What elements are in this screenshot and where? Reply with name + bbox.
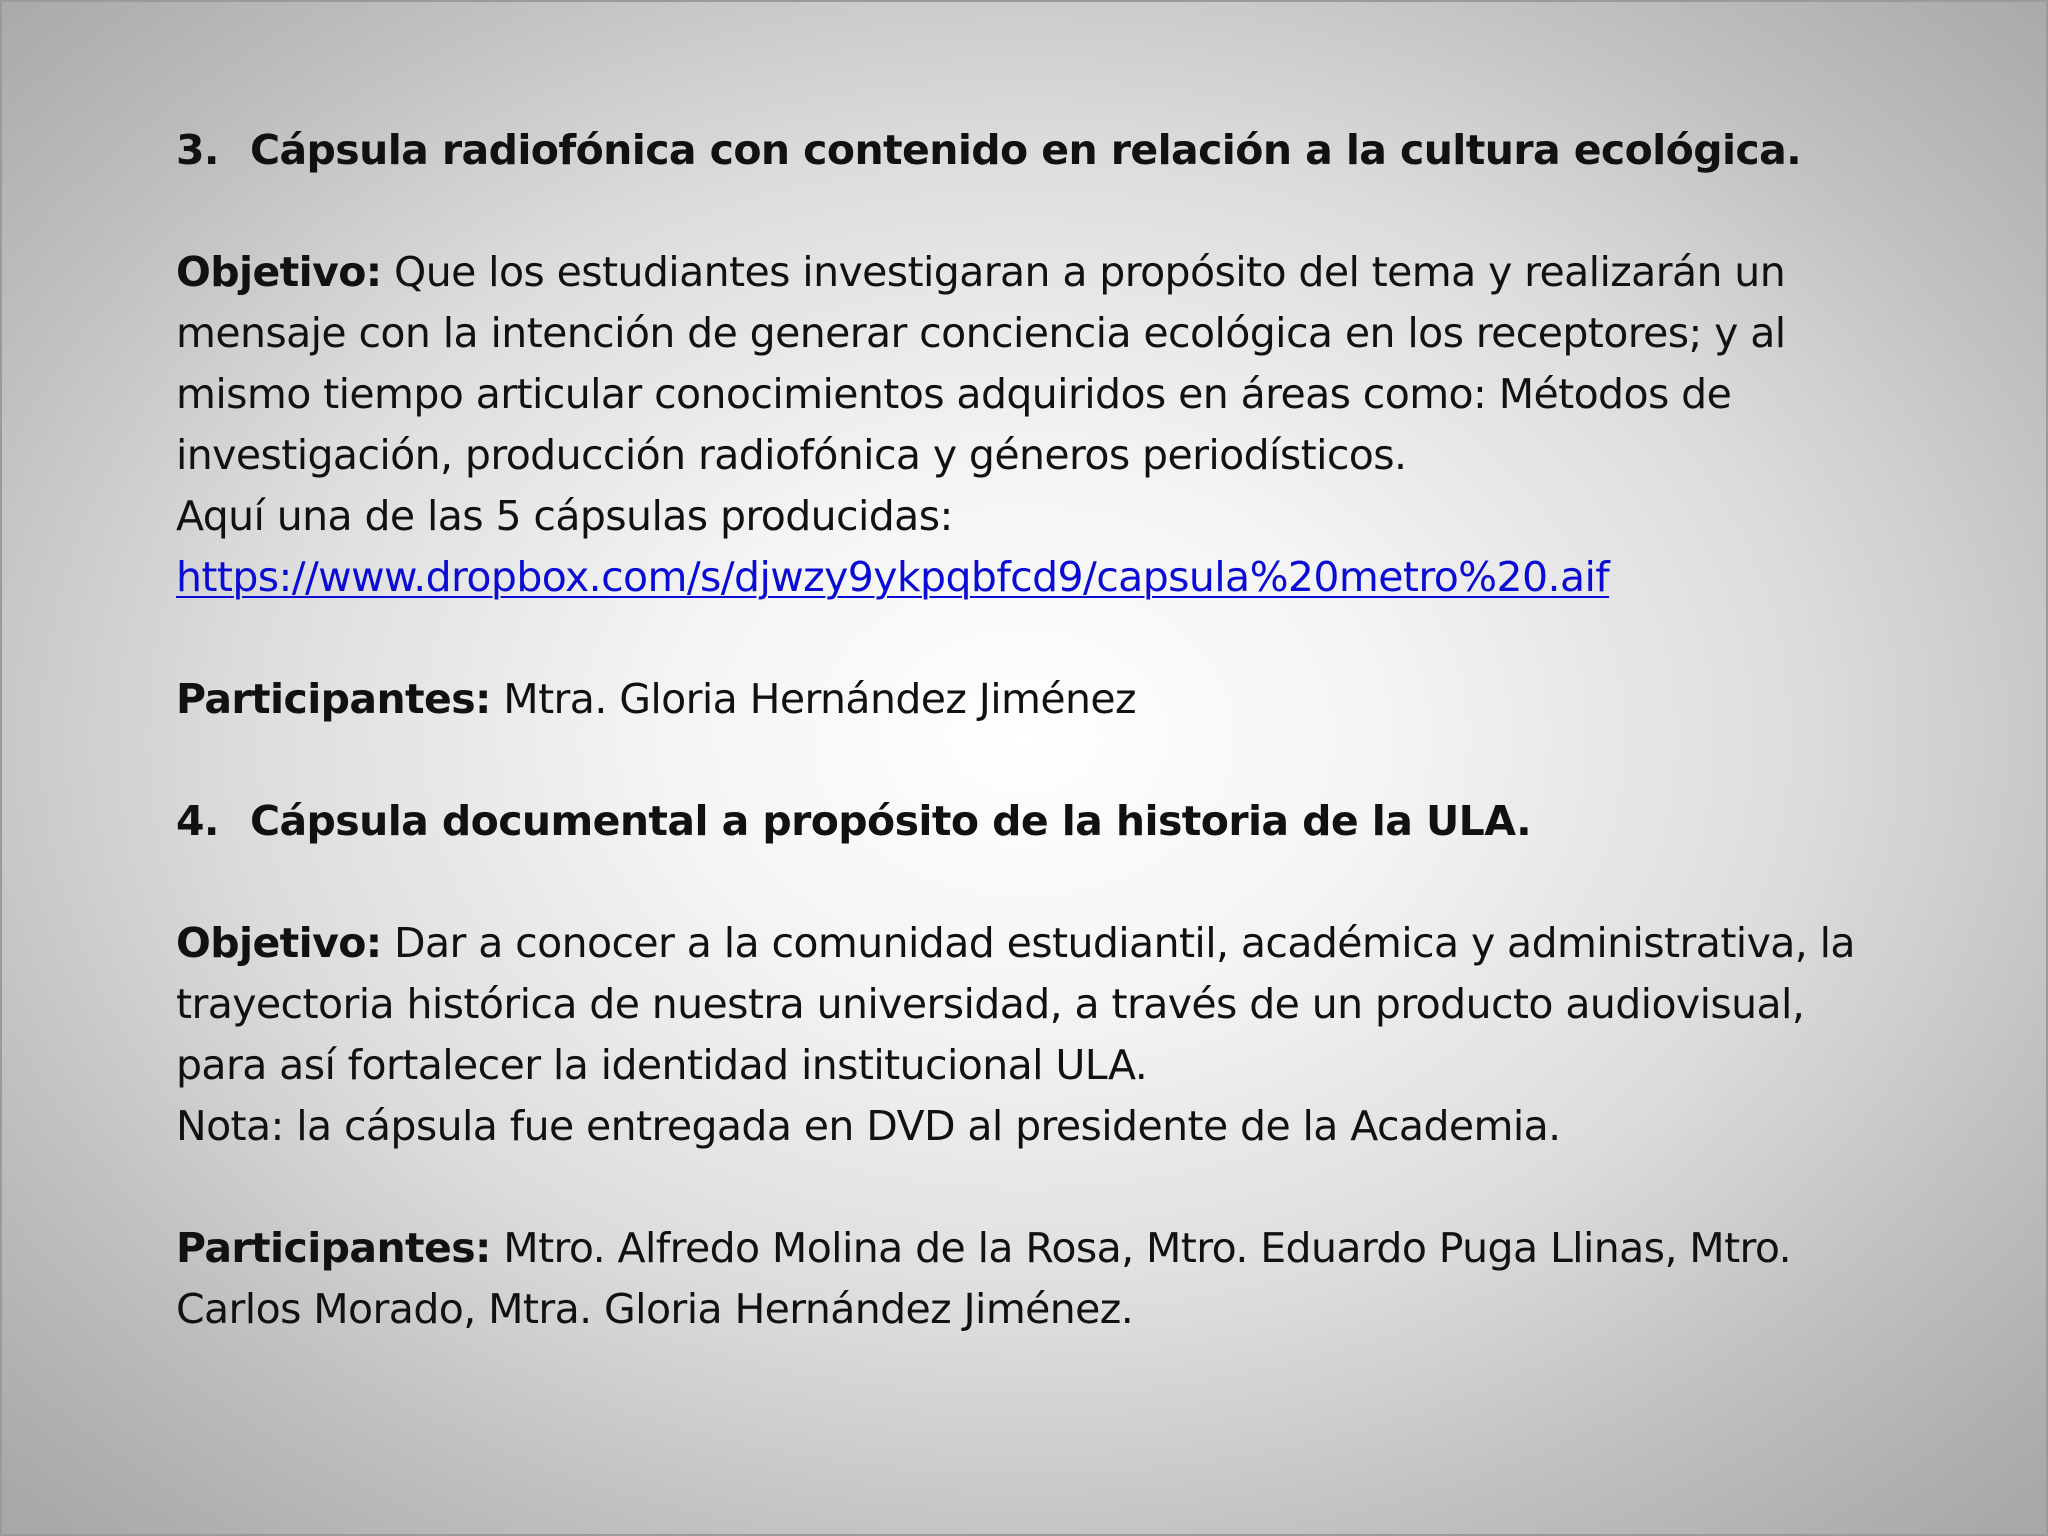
slide-content bbox=[176, 120, 1896, 1340]
spacer bbox=[176, 181, 1896, 242]
section-3-participants bbox=[176, 669, 1896, 730]
participants-label: Participantes: bbox=[176, 1224, 491, 1272]
objective-label: Objetivo: bbox=[176, 248, 382, 296]
spacer bbox=[176, 852, 1896, 913]
section-3-note: Aquí una de las 5 cápsulas producidas: bbox=[176, 492, 953, 540]
section-3-heading bbox=[176, 120, 1896, 181]
section-3-title: Cápsula radiofónica con contenido en relación a la cultura ecológica. bbox=[250, 126, 1802, 174]
dropbox-link[interactable]: https://www.dropbox.com/s/djwzy9ykpqbfcd9/capsula%20metro%20.aif bbox=[176, 553, 1610, 601]
objective-text: Dar a conocer a la comunidad estudiantil, académica y administrativa, la trayectoria histórica de nuestra universidad, a través de un producto audiovisual, para así fortalecer la identidad institucional ULA. bbox=[176, 919, 1855, 1089]
participants-text: Mtro. Alfredo Molina de la Rosa, Mtro. Eduardo Puga Llinas, Mtro. Carlos Morado, Mtra. Gloria Hernández Jiménez. bbox=[176, 1224, 1792, 1333]
section-3-number: 3. bbox=[176, 126, 219, 174]
spacer bbox=[176, 1157, 1896, 1218]
participants-label: Participantes: bbox=[176, 675, 491, 723]
section-4-note: Nota: la cápsula fue entregada en DVD al presidente de la Academia. bbox=[176, 1102, 1561, 1150]
section-4-number: 4. bbox=[176, 797, 219, 845]
section-4-participants bbox=[176, 1218, 1896, 1340]
section-3-objective bbox=[176, 242, 1896, 486]
objective-label: Objetivo: bbox=[176, 919, 382, 967]
section-4-title: Cápsula documental a propósito de la historia de la ULA. bbox=[250, 797, 1532, 845]
spacer bbox=[176, 608, 1896, 669]
section-4-objective bbox=[176, 913, 1896, 1096]
section-3-link-line bbox=[176, 547, 1896, 608]
spacer bbox=[176, 730, 1896, 791]
section-4-heading bbox=[176, 791, 1896, 852]
participants-text: Mtra. Gloria Hernández Jiménez bbox=[490, 675, 1136, 723]
objective-text: Que los estudiantes investigaran a propósito del tema y realizarán un mensaje con la intención de generar conciencia ecológica en los receptores; y al mismo tiempo articular conocimientos adquiridos en áreas como: Métodos de investigación, producción radiofónica y géneros periodísticos. bbox=[176, 248, 1786, 479]
